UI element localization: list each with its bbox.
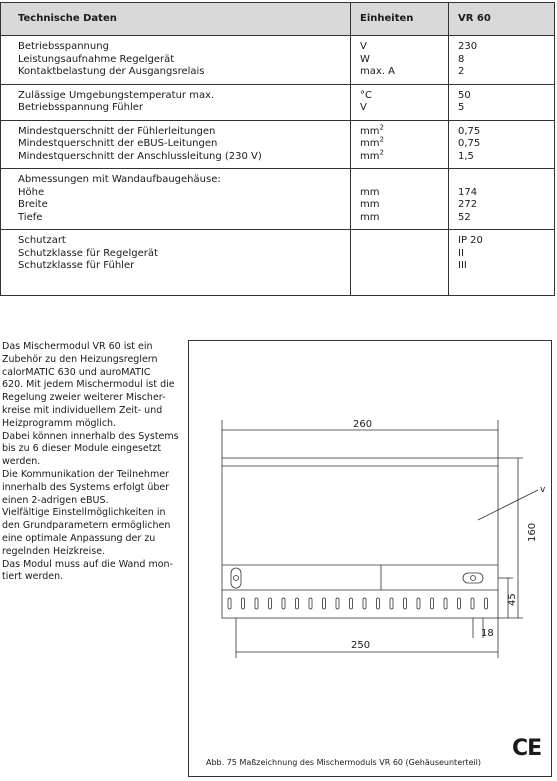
table-cell-line: Betriebsspannung xyxy=(18,41,109,52)
table-cell-line: Kontaktbelastung der Ausgangsrelais xyxy=(18,66,205,77)
table-cell xyxy=(449,84,555,120)
table-row-group xyxy=(1,169,555,230)
table-cell-line: Breite xyxy=(18,199,48,210)
table-cell xyxy=(449,169,555,230)
technical-data-table xyxy=(0,2,555,296)
table-cell xyxy=(449,36,555,85)
table-cell xyxy=(449,230,555,296)
table-cell-line: W xyxy=(360,53,370,65)
table-cell xyxy=(351,169,449,230)
table-cell-line: max. A xyxy=(360,66,395,77)
table-cell-line: 2 xyxy=(458,66,465,77)
table-cell-line: 52 xyxy=(458,211,471,223)
description-line: kreise mit individuellem Zeit- und xyxy=(2,404,163,416)
description-line: Das Modul muss auf die Wand mon- xyxy=(2,558,173,570)
table-cell-line: III xyxy=(458,260,467,271)
table-cell-line xyxy=(458,174,554,187)
table-cell-line xyxy=(360,174,448,187)
vent-slot xyxy=(363,598,366,609)
vent-slot xyxy=(296,598,299,609)
description-line: Zubehör zu den Heizungsreglern xyxy=(2,353,158,365)
table-cell-line: 272 xyxy=(458,199,478,210)
table-cell xyxy=(351,120,449,169)
vent-slot xyxy=(255,598,258,609)
table-cell-line: Betriebsspannung Fühler xyxy=(18,102,144,113)
table-cell xyxy=(351,84,449,120)
table-cell-line: Mindestquerschnitt der eBUS-Leitungen xyxy=(18,138,218,149)
table-row-group xyxy=(1,120,555,169)
description-line: Regelung zweier weiterer Mischer- xyxy=(2,392,166,404)
vent-slot xyxy=(377,598,380,609)
description-line: eine optimale Anpassung der zu xyxy=(2,532,156,544)
table-cell-line: V xyxy=(360,102,367,113)
table-cell-line: mm xyxy=(360,186,380,198)
dim-offset: 18 xyxy=(481,628,494,639)
table-row-group xyxy=(1,84,555,120)
vent-slot xyxy=(323,598,326,609)
table-cell-line: Mindestquerschnitt der Fühlerleitungen xyxy=(18,125,216,137)
table-cell xyxy=(351,36,449,85)
table-cell-line xyxy=(360,260,448,273)
description-line: Dabei können innerhalb des Systems xyxy=(2,430,179,442)
table-cell-line: 50 xyxy=(458,89,471,101)
description-line: innerhalb des Systems erfolgt über xyxy=(2,481,170,493)
dim-bottom-height: 45 xyxy=(507,593,518,606)
table-cell-line: Schutzklasse für Regelgerät xyxy=(18,247,158,259)
vent-slot xyxy=(471,598,474,609)
table-cell xyxy=(1,84,351,120)
vent-slot xyxy=(336,598,339,609)
table-cell xyxy=(351,230,449,296)
table-cell-line: 5 xyxy=(458,102,465,113)
ce-mark: CE xyxy=(512,736,542,761)
vent-slot xyxy=(404,598,407,609)
table-cell-line: Zulässige Umgebungstemperatur max. xyxy=(18,89,215,101)
table-cell-line: $mm^2$ xyxy=(360,135,384,149)
vent-slot xyxy=(309,598,312,609)
vent-slot xyxy=(228,598,231,609)
table-cell xyxy=(449,120,555,169)
table-cell-line: mm xyxy=(360,211,380,223)
table-cell-line: 230 xyxy=(458,41,478,52)
header-technische-daten: Technische Daten xyxy=(1,3,351,36)
table-cell-line: Schutzart xyxy=(18,235,66,246)
table-cell-line: 8 xyxy=(458,53,465,65)
header-model: VR 60 xyxy=(449,3,555,36)
table-cell-line: II xyxy=(458,247,464,259)
table-cell-line: °C xyxy=(360,89,372,101)
description-line: regelnden Heizkreise. xyxy=(2,545,106,557)
table-cell-line: Mindestquerschnitt der Anschlussleitung (230 V) xyxy=(18,150,262,162)
description-line: Die Kommunikation der Teilnehmer xyxy=(2,468,169,480)
table-row-group xyxy=(1,36,555,85)
description-line: werden. xyxy=(2,456,41,468)
table-cell-line: 0,75 xyxy=(458,138,481,149)
table-cell xyxy=(1,169,351,230)
table-cell-line: Leistungsaufnahme Regelgerät xyxy=(18,53,175,65)
table-cell-line: Abmessungen mit Wandaufbaugehäuse: xyxy=(18,174,221,185)
marker-label: v xyxy=(540,485,546,495)
vent-slot xyxy=(282,598,285,609)
vent-slot xyxy=(417,598,420,609)
description-paragraph xyxy=(2,341,182,584)
description-line: calorMATIC 630 und auroMATIC xyxy=(2,366,151,378)
vent-slot xyxy=(350,598,353,609)
dim-width-bottom: 250 xyxy=(351,640,371,651)
vent-slot xyxy=(269,598,272,609)
table-cell xyxy=(1,230,351,296)
vent-slot xyxy=(390,598,393,609)
dim-width-top: 260 xyxy=(353,419,373,430)
dimension-drawing xyxy=(188,340,552,777)
table-row-group xyxy=(1,230,555,296)
table-cell-line: IP 20 xyxy=(458,235,483,246)
vent-slot xyxy=(458,598,461,609)
table-cell xyxy=(1,36,351,85)
table-cell-line: $mm^2$ xyxy=(360,148,384,162)
table-cell-line: mm xyxy=(360,199,380,210)
table-cell-line: V xyxy=(360,41,367,52)
table-cell xyxy=(1,120,351,169)
vent-slot xyxy=(242,598,245,609)
table-cell-line: Tiefe xyxy=(18,211,43,223)
header-einheiten: Einheiten xyxy=(351,3,449,36)
table-cell-line xyxy=(360,235,448,248)
table-cell-line: 174 xyxy=(458,186,478,198)
vent-slot xyxy=(444,598,447,609)
description-line: Vielfältige Einstellmöglichkeiten in xyxy=(2,507,166,519)
dim-height: 160 xyxy=(527,522,538,542)
description-line: bis zu 6 dieser Module eingesetzt xyxy=(2,443,162,455)
table-cell-line: Höhe xyxy=(18,186,45,198)
description-line: einen 2-adrigen eBUS. xyxy=(2,494,109,506)
table-cell-line: 0,75 xyxy=(458,125,481,137)
description-line: Das Mischermodul VR 60 ist ein xyxy=(2,341,153,352)
table-cell-line: 1,5 xyxy=(458,150,474,162)
description-line: den Grundparametern ermöglichen xyxy=(2,520,171,532)
vent-slot xyxy=(431,598,434,609)
table-cell-line: Schutzklasse für Fühler xyxy=(18,260,135,271)
vent-slot xyxy=(485,598,488,609)
description-line: 620. Mit jedem Mischermodul ist die xyxy=(2,379,175,391)
description-line: Heizprogramm möglich. xyxy=(2,417,117,429)
description-line: tiert werden. xyxy=(2,571,64,583)
table-cell-line xyxy=(360,248,448,261)
table-cell-line: $mm^2$ xyxy=(360,123,384,137)
figure-caption: Abb. 75 Maßzeichnung des Mischermoduls VR 60 (Gehäuseunterteil) xyxy=(206,758,482,767)
